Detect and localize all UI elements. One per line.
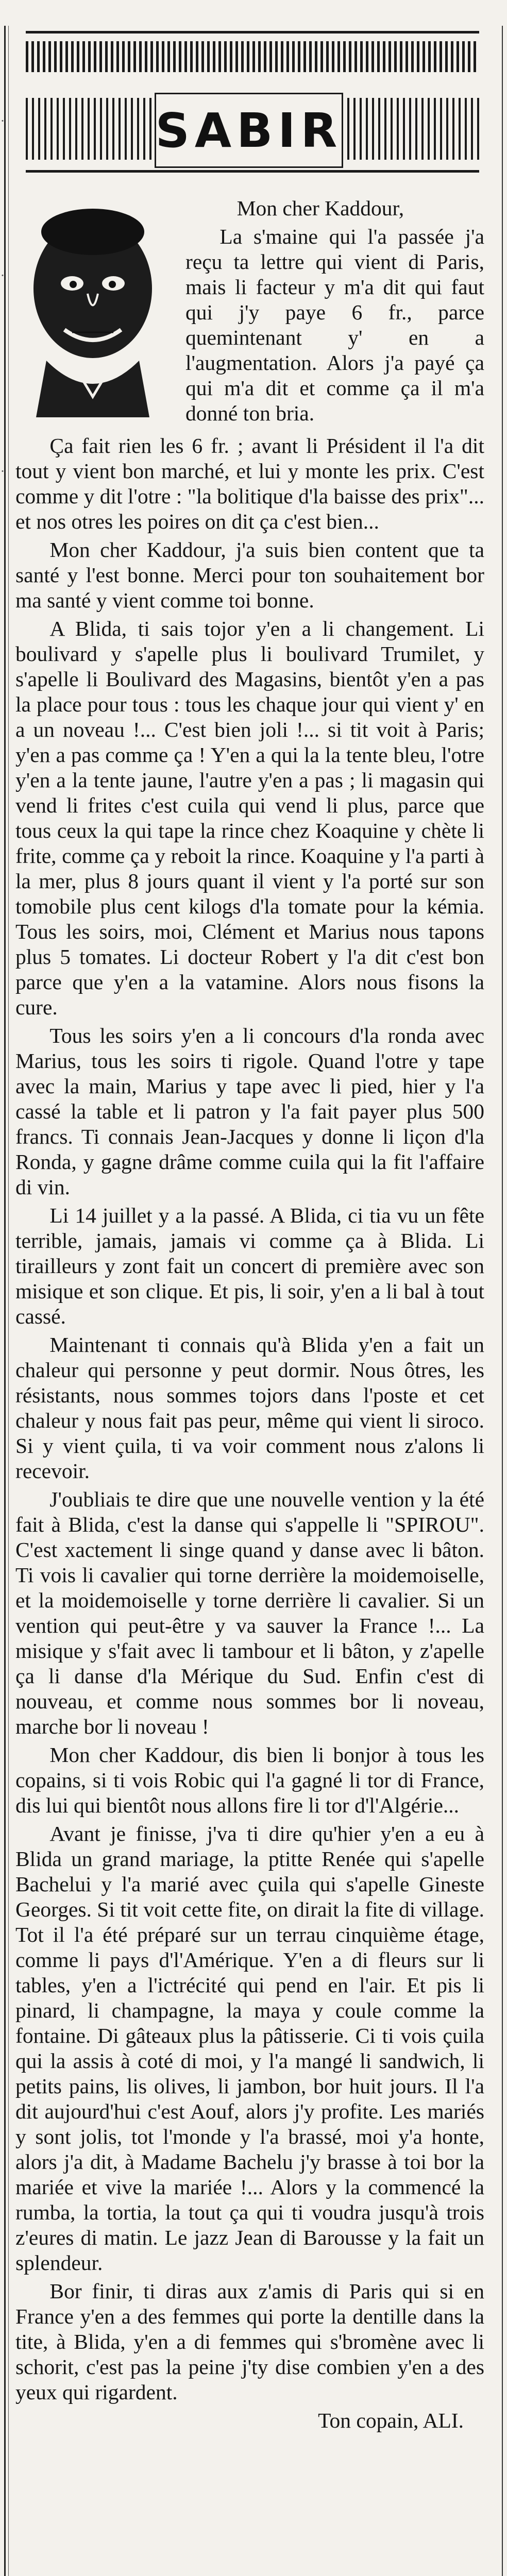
article-column bbox=[15, 31, 484, 2436]
caricature-portrait-icon bbox=[15, 201, 170, 417]
intro-paragraph: La s'maine qui l'a passée j'a reçu ta lettre qui vient di Paris, mais li facteur y m'a dit qui faut qui j'y paye 6 fr., parce quemintenant y' en a l'augmentation. Alors j'a payé ça qui m'a dit et comme ça il m'a donné ton bria. bbox=[185, 225, 484, 425]
paragraph: J'oubliais te dire que une nouvelle vention y la été fait à Blida, c'est la danse qui s'appelle li "SPIROU". C'est xactement li singe quand y danse avec li bâton. Ti vois li cavalier qui torne derrière la moidemoiselle, et la moidemoiselle y torne derrière li cavalier. Si un vention qui peut-être y va sauver la France !... La misique y s'fait avec li tambour et li bâton, y z'apelle ça li danse d'la Mérique du Sud. Enfin c'est di nouveau, et comme nous sommes bor li noveau, marche bor li noveau ! bbox=[15, 1487, 484, 1738]
paragraph: Mon cher Kaddour, j'a suis bien content que ta santé y l'est bonne. Merci pour ton souhaitement bor ma santé y vient comme toi bonne. bbox=[15, 538, 484, 612]
paragraph: Avant je finisse, j'va ti dire qu'hier y'en a eu à Blida un grand mariage, la ptitte Renée qui s'apelle Bachelui y l'a marié avec çuila qui s'apelle Gineste Georges. Si tit voit cette fite, on dirait la fite di village. Tot il l'a été préparé sur un terrau cinquième étage, comme li pays d'l'Amérique. Y'en a di fleurs sur li tables, y'en a l'ictrécité qui pend en l'air. Et pis li pinard, li champagne, la maya y coule comme la fontaine. Di gâteaux plus la pâtisserie. Ci ti vois çuila qui la assis à coté di moi, y l'a mangé li sandwich, li petits pains, lis olives, li jambon, bor huit jours. Il l'a dit aujourd'hui c'est Aouf, alors j'y profite. Les mariés y sont jolis, tot l'monde y l'a brassé, moi y'a honte, alors j'a dit, à Madame Bachelu j'y brasse à toi bor la mariée et vive la mariée !... Alors y la commencé la rumba, la tortia, la tout ça qui ti voudra jusqu'à trois z'eures di matin. Le jazz Jean di Barousse y la fait un splendeur. bbox=[15, 1822, 484, 2275]
masthead-top-hatch bbox=[26, 41, 479, 72]
left-column-rule-thin bbox=[8, 26, 9, 2576]
margin-fragment: · bbox=[0, 113, 5, 128]
masthead-bottom-rule bbox=[26, 170, 479, 173]
margin-fragment: · bbox=[0, 464, 5, 479]
article-intro bbox=[15, 196, 484, 426]
title-box bbox=[155, 93, 343, 168]
paragraph: Li 14 juillet y a la passé. A Blida, ci tia vu un fête terrible, jamais, jamais vi comme ça à Blida. Li tirailleurs y zont fait un concert di première avec son misique et son clique. Et pis, li soir, y'en a li bal à tout cassé. bbox=[15, 1204, 484, 1328]
margin-fragment: · bbox=[0, 268, 5, 283]
article-body bbox=[15, 433, 484, 2433]
left-column-rule bbox=[4, 26, 6, 2576]
paragraph: A Blida, ti sais tojor y'en a li changement. Li boulivard y s'apelle plus li boulivard Trumilet, y s'apelle li Boulivard des Magasins, bientôt y'en a pas la place pour tous : tous les chaque jour qui vient y' en a un noveau !... C'est bien joli !... si tit voit à Paris; y'en a pas comme ça ! Y'en a qui la la tente bleu, l'otre y'en a la tente jaune, l'autre y'en a pas ; li magasin qui vend li frites c'est cuila qui vend li plus, parce que tous ceux la qui tape la rince chez Koaquine y chète li frite, comme ça y reboit la rince. Koaquine y l'a parti à la mer, plus 8 jours quant il vient y l'a porté sur son tomobile plus cent kilogs d'la tomate pour la kémia. Tous les soirs, moi, Clément et Marius nous tapons plus 5 tomates. Li docteur Robert y l'a dit c'est bon parce que y'en a la vatamine. Alors nous fisons la cure. bbox=[15, 617, 484, 1019]
paragraph: Ça fait rien les 6 fr. ; avant li Président il l'a dit tout y vient bon marché, et lui y monte les prix. C'est comme y dit l'otre : "la bolitique d'la baisse des prix"... et nos otres les poires on dit ça c'est bien... bbox=[15, 434, 484, 533]
article-title: SABIR bbox=[155, 103, 343, 158]
paragraph: Bor finir, ti diras aux z'amis di Paris qui si en France y'en a des femmes qui porte la dentille dans la tite, à Blida, y'en a di femmes qui s'bromène avec li schorit, c'est pas la peine j'ty dise combien y'en a des yeux qui rigardent. bbox=[15, 2279, 484, 2404]
paragraph: Mon cher Kaddour, dis bien li bonjor à tous les copains, si ti vois Robic qui l'a gagné li tor di France, dis lui qui bientôt nous allons fire li tor d'l'Algérie... bbox=[15, 1743, 484, 1817]
paragraph: Tous les soirs y'en a li concours d'la ronda avec Marius, tous les soirs ti rigole. Quand l'otre y tape avec la main, Marius y tape avec li pied, hier y l'a cassé la table et li patron y l'a fait payer plus 500 francs. Ti connais Jean-Jacques y donne li liçon d'la Ronda, y gagne drâme comme cuila qui la fit l'affaire di vin. bbox=[15, 1024, 484, 1199]
intro-text-block bbox=[185, 196, 484, 426]
masthead-top-rule bbox=[26, 31, 479, 33]
signature: Ton copain, ALI. bbox=[318, 2409, 464, 2432]
paragraph: Maintenant ti connais qu'à Blida y'en a fait un chaleur qui personne y peut dormir. Nous ôtres, les résistants, nous sommes tojors dans l'poste et cet chaleur y nous fait pas peur, même qui vient li siroco. Si y vient çuila, ti va voir comment nous z'alons li recevoir. bbox=[15, 1333, 484, 1483]
masthead bbox=[15, 31, 484, 175]
right-column-rule bbox=[502, 26, 503, 2576]
greeting: Mon cher Kaddour, bbox=[236, 196, 404, 220]
